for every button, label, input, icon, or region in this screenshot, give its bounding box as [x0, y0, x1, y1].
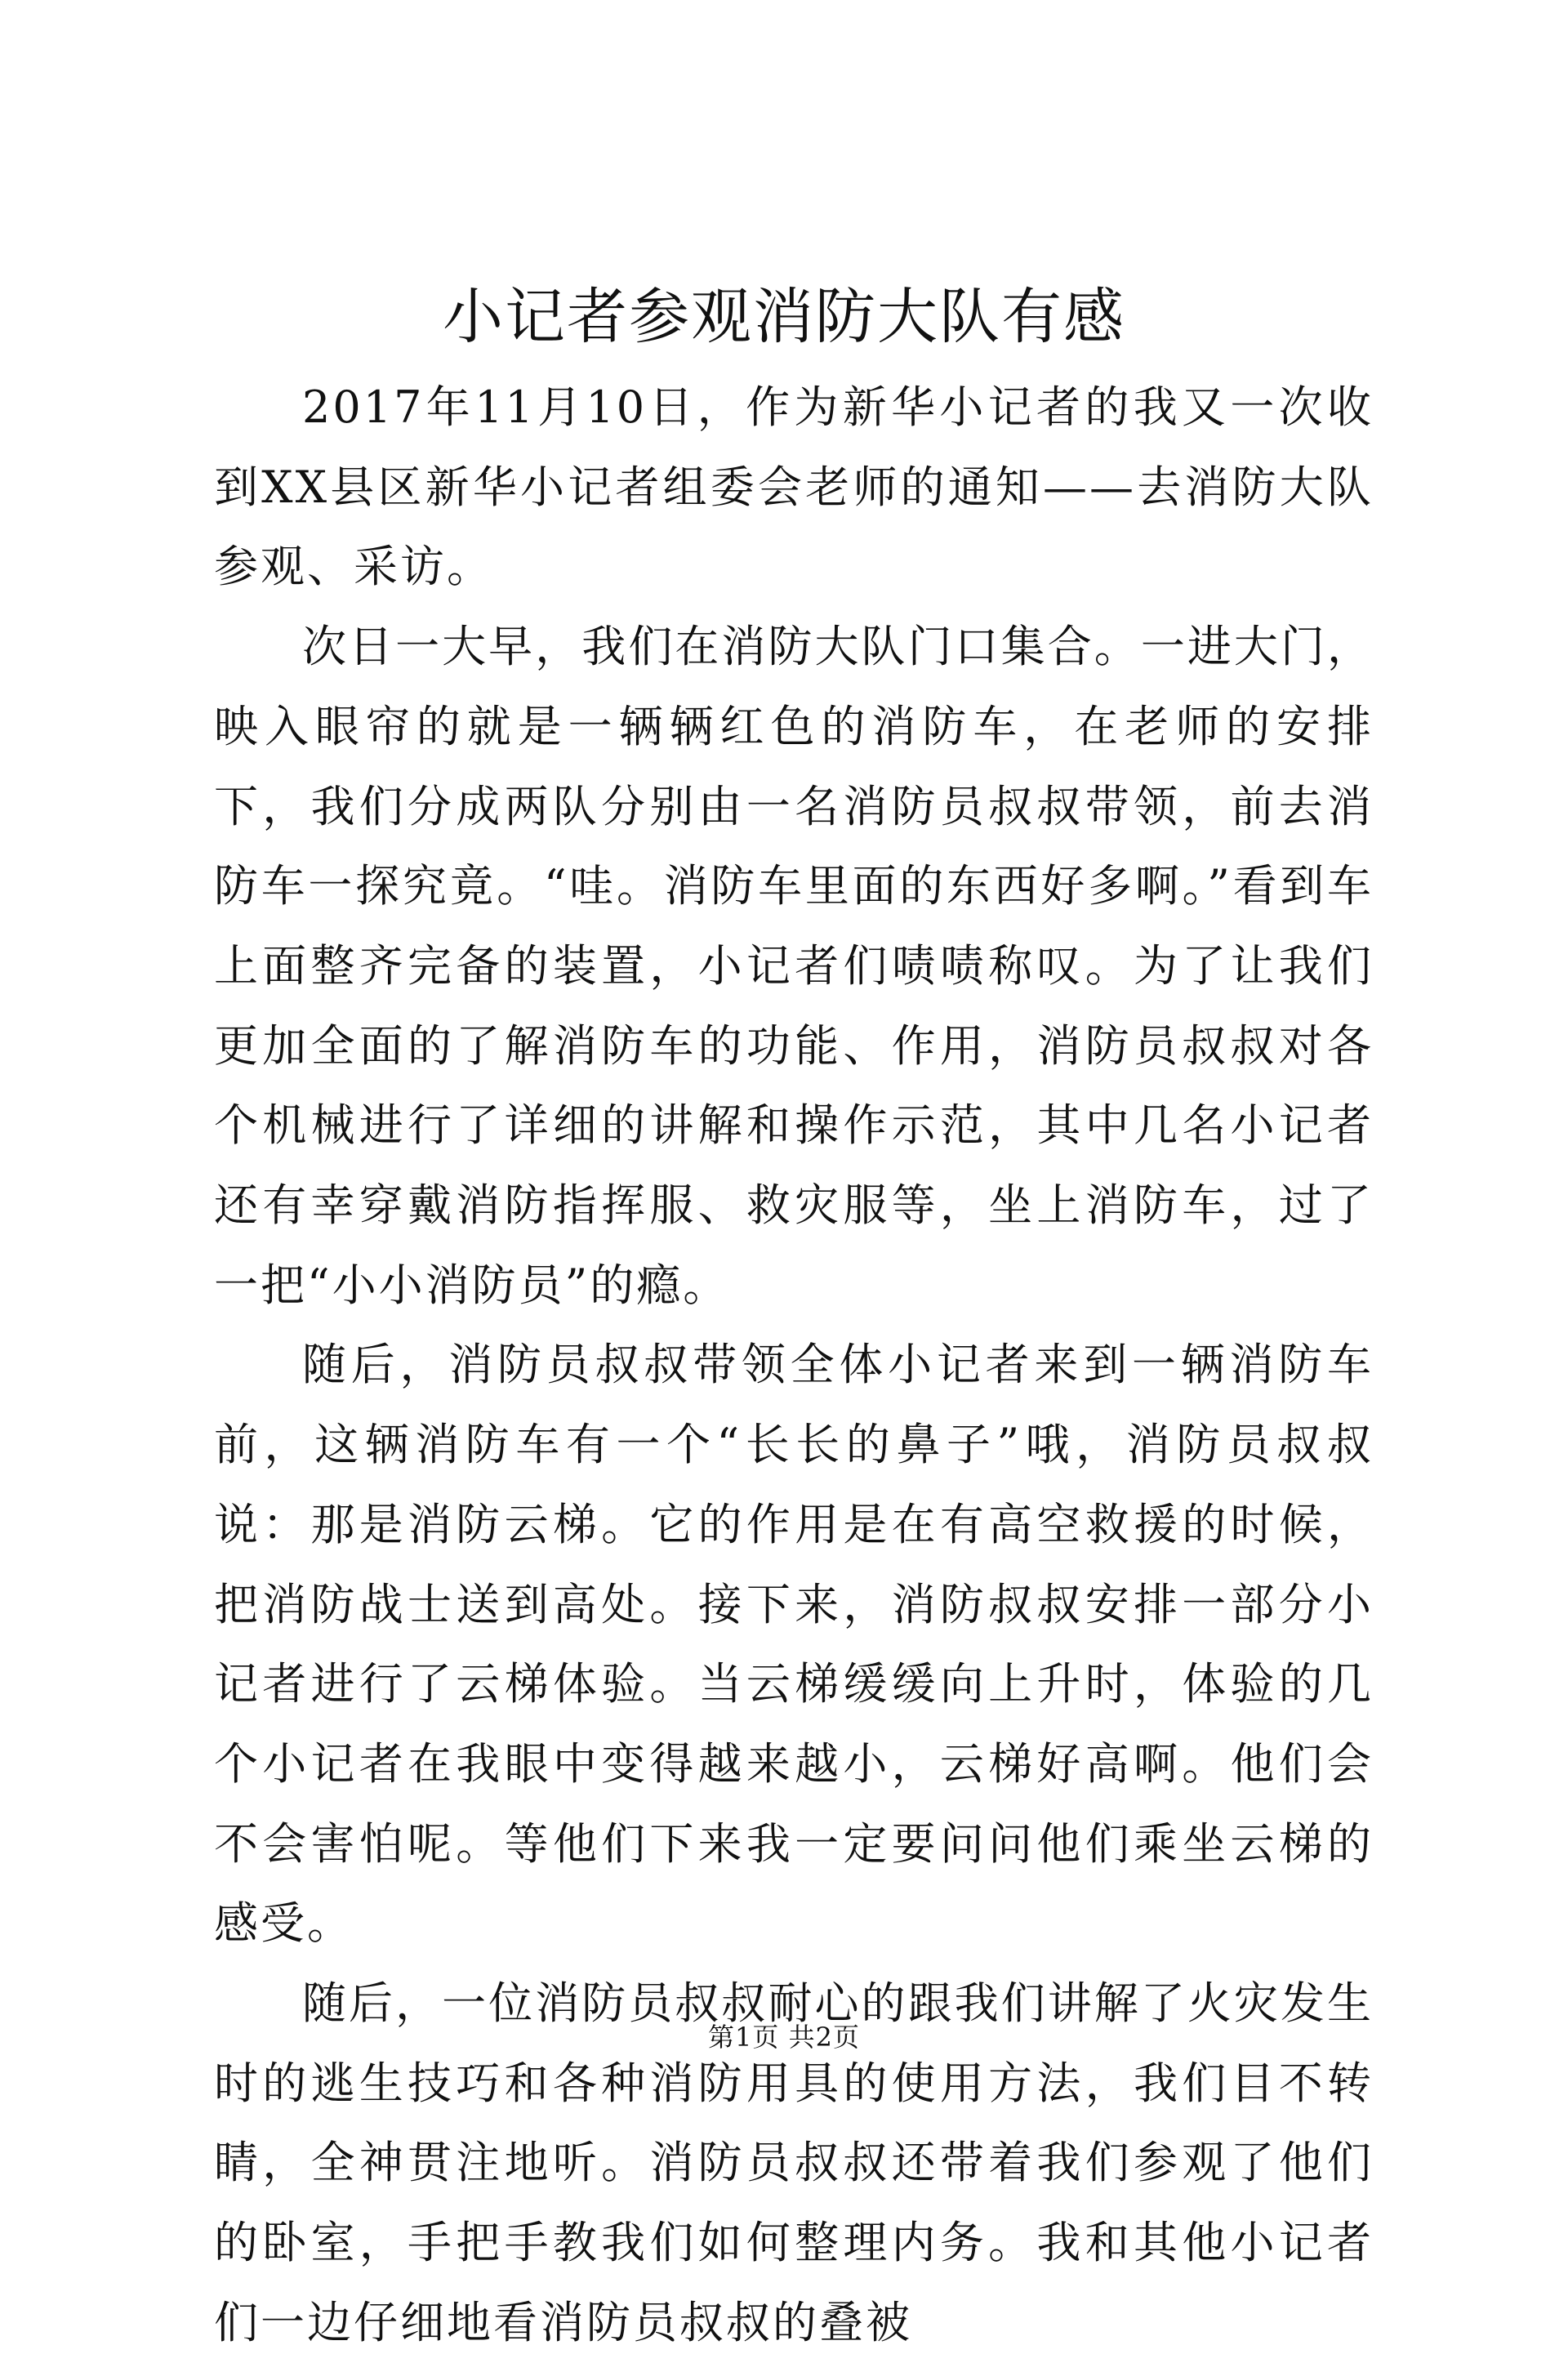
document-title: 小记者参观消防大队有感 [443, 282, 1125, 352]
page-number: 第1页 共2页 [708, 2022, 860, 2053]
paragraph-1: 2017年11月10日，作为新华小记者的我又一次收到XX县区新华小记者组委会老师的通知——去消防大队参观、采访。 [214, 381, 1374, 593]
paragraph-4: 随后，一位消防员叔叔耐心的跟我们讲解了火灾发生时的逃生技巧和各种消防用具的使用方法，我们目不转睛，全神贯注地听。消防员叔叔还带着我们参观了他们的卧室，手把手教我们如何整理内务。我和其他小记者们一边仔细地看消防员叔叔的叠被 [214, 1977, 1374, 2348]
document-body [214, 368, 1374, 2363]
paragraph-3: 随后，消防员叔叔带领全体小记者来到一辆消防车前，这辆消防车有一个“长长的鼻子”哦，消防员叔叔说：那是消防云梯。它的作用是在有高空救援的时候，把消防战士送到高处。接下来，消防叔叔安排一部分小记者进行了云梯体验。当云梯缓缓向上升时，体验的几个小记者在我眼中变得越来越小，云梯好高啊。他们会不会害怕呢。等他们下来我一定要问问他们乘坐云梯的感受。 [214, 1339, 1374, 1950]
paragraph-2: 次日一大早，我们在消防大队门口集合。一进大门，映入眼帘的就是一辆辆红色的消防车，在老师的安排下，我们分成两队分别由一名消防员叔叔带领，前去消防车一探究竟。“哇。消防车里面的东西好多啊。”看到车上面整齐完备的装置，小记者们啧啧称叹。为了让我们更加全面的了解消防车的功能、作用，消防员叔叔对各个机械进行了详细的讲解和操作示范，其中几名小记者还有幸穿戴消防指挥服、救灾服等，坐上消防车，过了一把“小小消防员”的瘾。 [214, 621, 1374, 1311]
